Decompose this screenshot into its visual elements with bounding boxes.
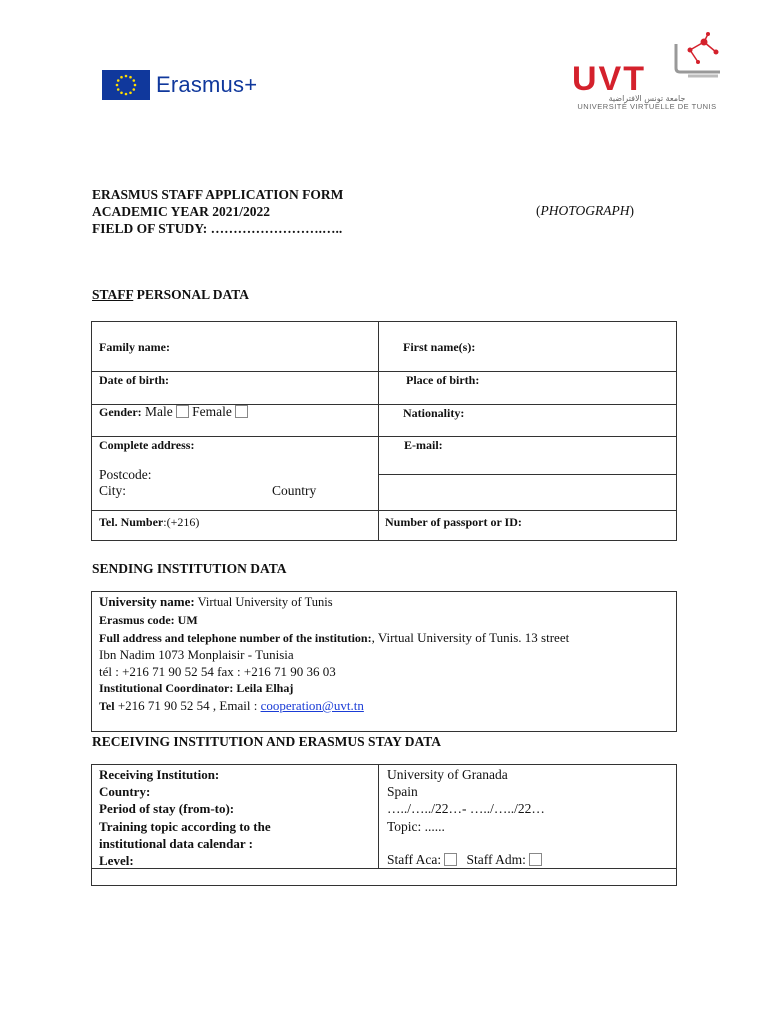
postcode-label: Postcode: bbox=[99, 467, 152, 482]
row-divider bbox=[92, 436, 676, 437]
erasmus-code: Erasmus code: UM bbox=[99, 613, 198, 627]
staff-aca-checkbox[interactable] bbox=[444, 853, 457, 866]
tel-number-label: Tel. Number bbox=[99, 515, 164, 529]
field-of-study: FIELD OF STUDY: …………………….….. bbox=[92, 221, 343, 236]
male-checkbox[interactable] bbox=[176, 405, 189, 418]
institution-address-value: , Virtual University of Tunis. 13 street bbox=[371, 630, 570, 645]
receiving-institution-label: Receiving Institution: bbox=[99, 767, 220, 782]
first-names-label: First name(s): bbox=[403, 340, 476, 354]
gender-field bbox=[99, 404, 248, 420]
female-checkbox[interactable] bbox=[235, 405, 248, 418]
male-label: Male bbox=[145, 404, 173, 419]
column-divider bbox=[378, 322, 379, 540]
tel-number-prefix: :(+216) bbox=[163, 515, 200, 529]
complete-address-label: Complete address: bbox=[99, 438, 195, 452]
tel-number-field bbox=[99, 515, 199, 530]
level-options bbox=[387, 851, 542, 868]
erasmus-logo-text: Erasmus+ bbox=[156, 72, 258, 97]
nationality-label: Nationality: bbox=[403, 406, 465, 420]
institution-address bbox=[99, 630, 569, 646]
column-divider bbox=[378, 765, 379, 868]
coordinator-tel-label: Tel bbox=[99, 699, 115, 713]
country-label: Country bbox=[272, 483, 317, 498]
date-of-birth-label: Date of birth: bbox=[99, 373, 169, 387]
university-name bbox=[99, 594, 333, 610]
gender-label: Gender: bbox=[99, 405, 142, 419]
period-of-stay-value: …../…../22…- …../…../22… bbox=[387, 801, 545, 816]
eu-flag-icon bbox=[102, 70, 150, 100]
network-monitor-icon bbox=[658, 30, 728, 80]
photo-label: PHOTOGRAPH bbox=[540, 203, 630, 218]
photo-paren-close: ) bbox=[629, 203, 634, 218]
place-of-birth-label: Place of birth: bbox=[406, 373, 480, 387]
institutional-coordinator: Institutional Coordinator: Leila Elhaj bbox=[99, 681, 294, 695]
uvt-logo bbox=[570, 30, 730, 110]
coordinator-tel-value: +216 71 90 52 54 , Email : bbox=[114, 698, 261, 713]
photo-paren-open: ( bbox=[536, 203, 541, 218]
personal-data-table bbox=[91, 321, 677, 541]
university-name-label: University name: bbox=[99, 594, 195, 609]
receiving-institution-value: University of Granada bbox=[387, 767, 508, 782]
family-name-label: Family name: bbox=[99, 340, 170, 354]
training-topic-label: Training topic according to the bbox=[99, 819, 271, 834]
institution-phone-fax: tél : +216 71 90 52 54 fax : +216 71 90 36 03 bbox=[99, 664, 336, 679]
female-label: Female bbox=[192, 404, 232, 419]
staff-adm-label: Staff Adm: bbox=[466, 852, 526, 867]
institution-address-line2: Ibn Nadim 1073 Monplaisir - Tunisia bbox=[99, 647, 294, 662]
receiving-institution-table bbox=[91, 764, 677, 886]
staff-adm-checkbox[interactable] bbox=[529, 853, 542, 866]
sending-institution-box bbox=[91, 591, 677, 732]
academic-year: ACADEMIC YEAR 2021/2022 bbox=[92, 204, 270, 219]
form-header bbox=[92, 186, 343, 237]
period-of-stay-label: Period of stay (from-to): bbox=[99, 801, 235, 816]
university-name-value: Virtual University of Tunis bbox=[194, 595, 333, 609]
institution-address-label: Full address and telephone number of the institution: bbox=[99, 631, 372, 645]
staff-aca-label: Staff Aca: bbox=[387, 852, 442, 867]
training-topic-label-line2: institutional data calendar : bbox=[99, 836, 253, 851]
receiving-institution-heading: RECEIVING INSTITUTION AND ERASMUS STAY DATA bbox=[92, 734, 441, 749]
heading-rest: PERSONAL DATA bbox=[133, 287, 250, 302]
level-label: Level: bbox=[99, 853, 134, 868]
staff-personal-data-heading bbox=[92, 287, 249, 303]
photograph-placeholder bbox=[536, 203, 634, 219]
training-topic-value: Topic: ...... bbox=[387, 819, 445, 834]
passport-label: Number of passport or ID: bbox=[385, 515, 522, 529]
uvt-arabic-name: جامعة تونس الافتراضية bbox=[608, 94, 686, 103]
row-divider bbox=[378, 474, 676, 475]
country-label: Country: bbox=[99, 784, 151, 799]
row-divider bbox=[92, 510, 676, 511]
coordinator-email-link[interactable]: cooperation@uvt.tn bbox=[260, 698, 364, 713]
heading-underlined-word: STAFF bbox=[92, 287, 134, 302]
row-divider bbox=[92, 371, 676, 372]
row-divider bbox=[92, 868, 676, 869]
sending-institution-heading: SENDING INSTITUTION DATA bbox=[92, 561, 287, 576]
city-label: City: bbox=[99, 483, 127, 498]
coordinator-contact bbox=[99, 698, 364, 714]
country-value: Spain bbox=[387, 784, 418, 799]
erasmus-plus-logo bbox=[102, 70, 257, 100]
uvt-subtitle: UNIVERSITÉ VIRTUELLE DE TUNIS bbox=[577, 102, 717, 111]
email-label: E-mail: bbox=[404, 438, 443, 452]
uvt-logo-text: UVT bbox=[572, 60, 646, 98]
form-title: ERASMUS STAFF APPLICATION FORM bbox=[92, 187, 344, 202]
